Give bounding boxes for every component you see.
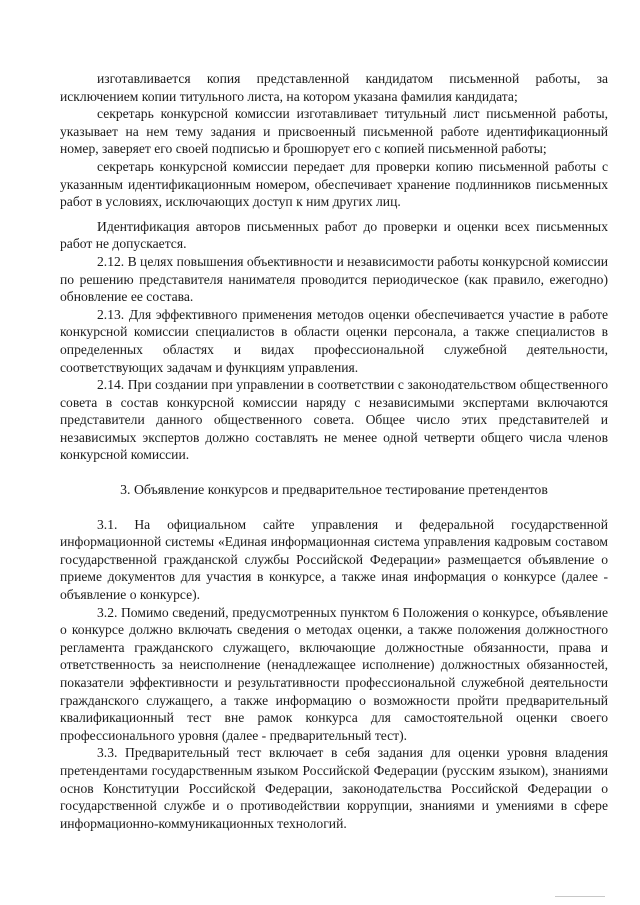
paragraph-title-sheet: секретарь конкурсной комиссии изготавливает титульный лист письменной работы, указывает на нем тему задания и присвоенный письменной работе идентификационный номер, заверяет его своей подписью и брошюрует его с копией письменной работы;	[60, 106, 608, 157]
paragraph-transfer-copy: секретарь конкурсной комиссии передает для проверки копию письменной работы с указанным идентификационным номером, обеспечивает хранение подлинников письменных работ в условиях, исключающих доступ к ним других лиц.	[60, 158, 608, 210]
paragraph-2-13: 2.13. Для эффективного применения методов оценки обеспечивается участие в работе конкурсной комиссии специалистов в области оценки персонала, а также специалистов в определенных областях и видах профессиональной служебной деятельности, соответствующих задачам и функциям управления.	[60, 306, 608, 375]
paragraph-identification: Идентификация авторов письменных работ до проверки и оценки всех письменных работ не допускается.	[60, 218, 608, 252]
paragraph-copy-work: изготавливается копия представленной кандидатом письменной работы, за исключением копии титульного листа, на котором указана фамилия кандидата;	[60, 71, 608, 104]
paragraph-2-12: 2.12. В целях повышения объективности и независимости работы конкурсной комиссии по решению представителя нанимателя проводится периодическое (как правило, ежегодно) обновление ее состава.	[60, 253, 608, 305]
paragraph-2-14: 2.14. При создании при управлении в соответствии с законодательством общественного совета в состав конкурсной комиссии наряду с независимыми экспертами включаются представители данного общественного совета. Общее число этих представителей и независимых экспертов должно составлять не менее одной четверти общего числа членов конкурсной комиссии.	[60, 377, 608, 463]
document-page	[60, 70, 608, 832]
section-heading: 3. Объявление конкурсов и предварительное тестирование претендентов	[120, 482, 548, 498]
paragraph-3-3: 3.3. Предварительный тест включает в себя задания для оценки уровня владения претендентами государственным языком Российской Федерации (русским языком), знаниями основ Конституции Российской Федерации, законодательства Российской Федерации о государственной службе и о противодействии коррупции, знаниями и умениями в сфере информационно-коммуникационных технологий.	[60, 745, 608, 831]
paragraph-3-2: 3.2. Помимо сведений, предусмотренных пунктом 6 Положения о конкурсе, объявление о конкурсе должно включать сведения о методах оценки, а также положения должностного регламента гражданского служащего, включающие должностные обязанности, права и ответственность за неисполнение (ненадлежащее исполнение) должностных обязанностей, показатели эффективности и результативности профессиональной служебной деятельности гражданского служащего, а также информацию о возможности пройти предварительный квалификационный тест вне рамок конкурса для самостоятельной оценки своего профессионального уровня (далее - предварительный тест).	[60, 604, 608, 743]
scan-edge-mark	[555, 896, 605, 897]
paragraph-3-1: 3.1. На официальном сайте управления и федеральной государственной информационной системы «Единая информационная система управления кадровым составом государственной гражданской службы Российской Федерации» размещается объявление о приеме документов для участия в конкурсе, а также иная информация о конкурсе (далее - объявление о конкурсе).	[60, 516, 608, 603]
